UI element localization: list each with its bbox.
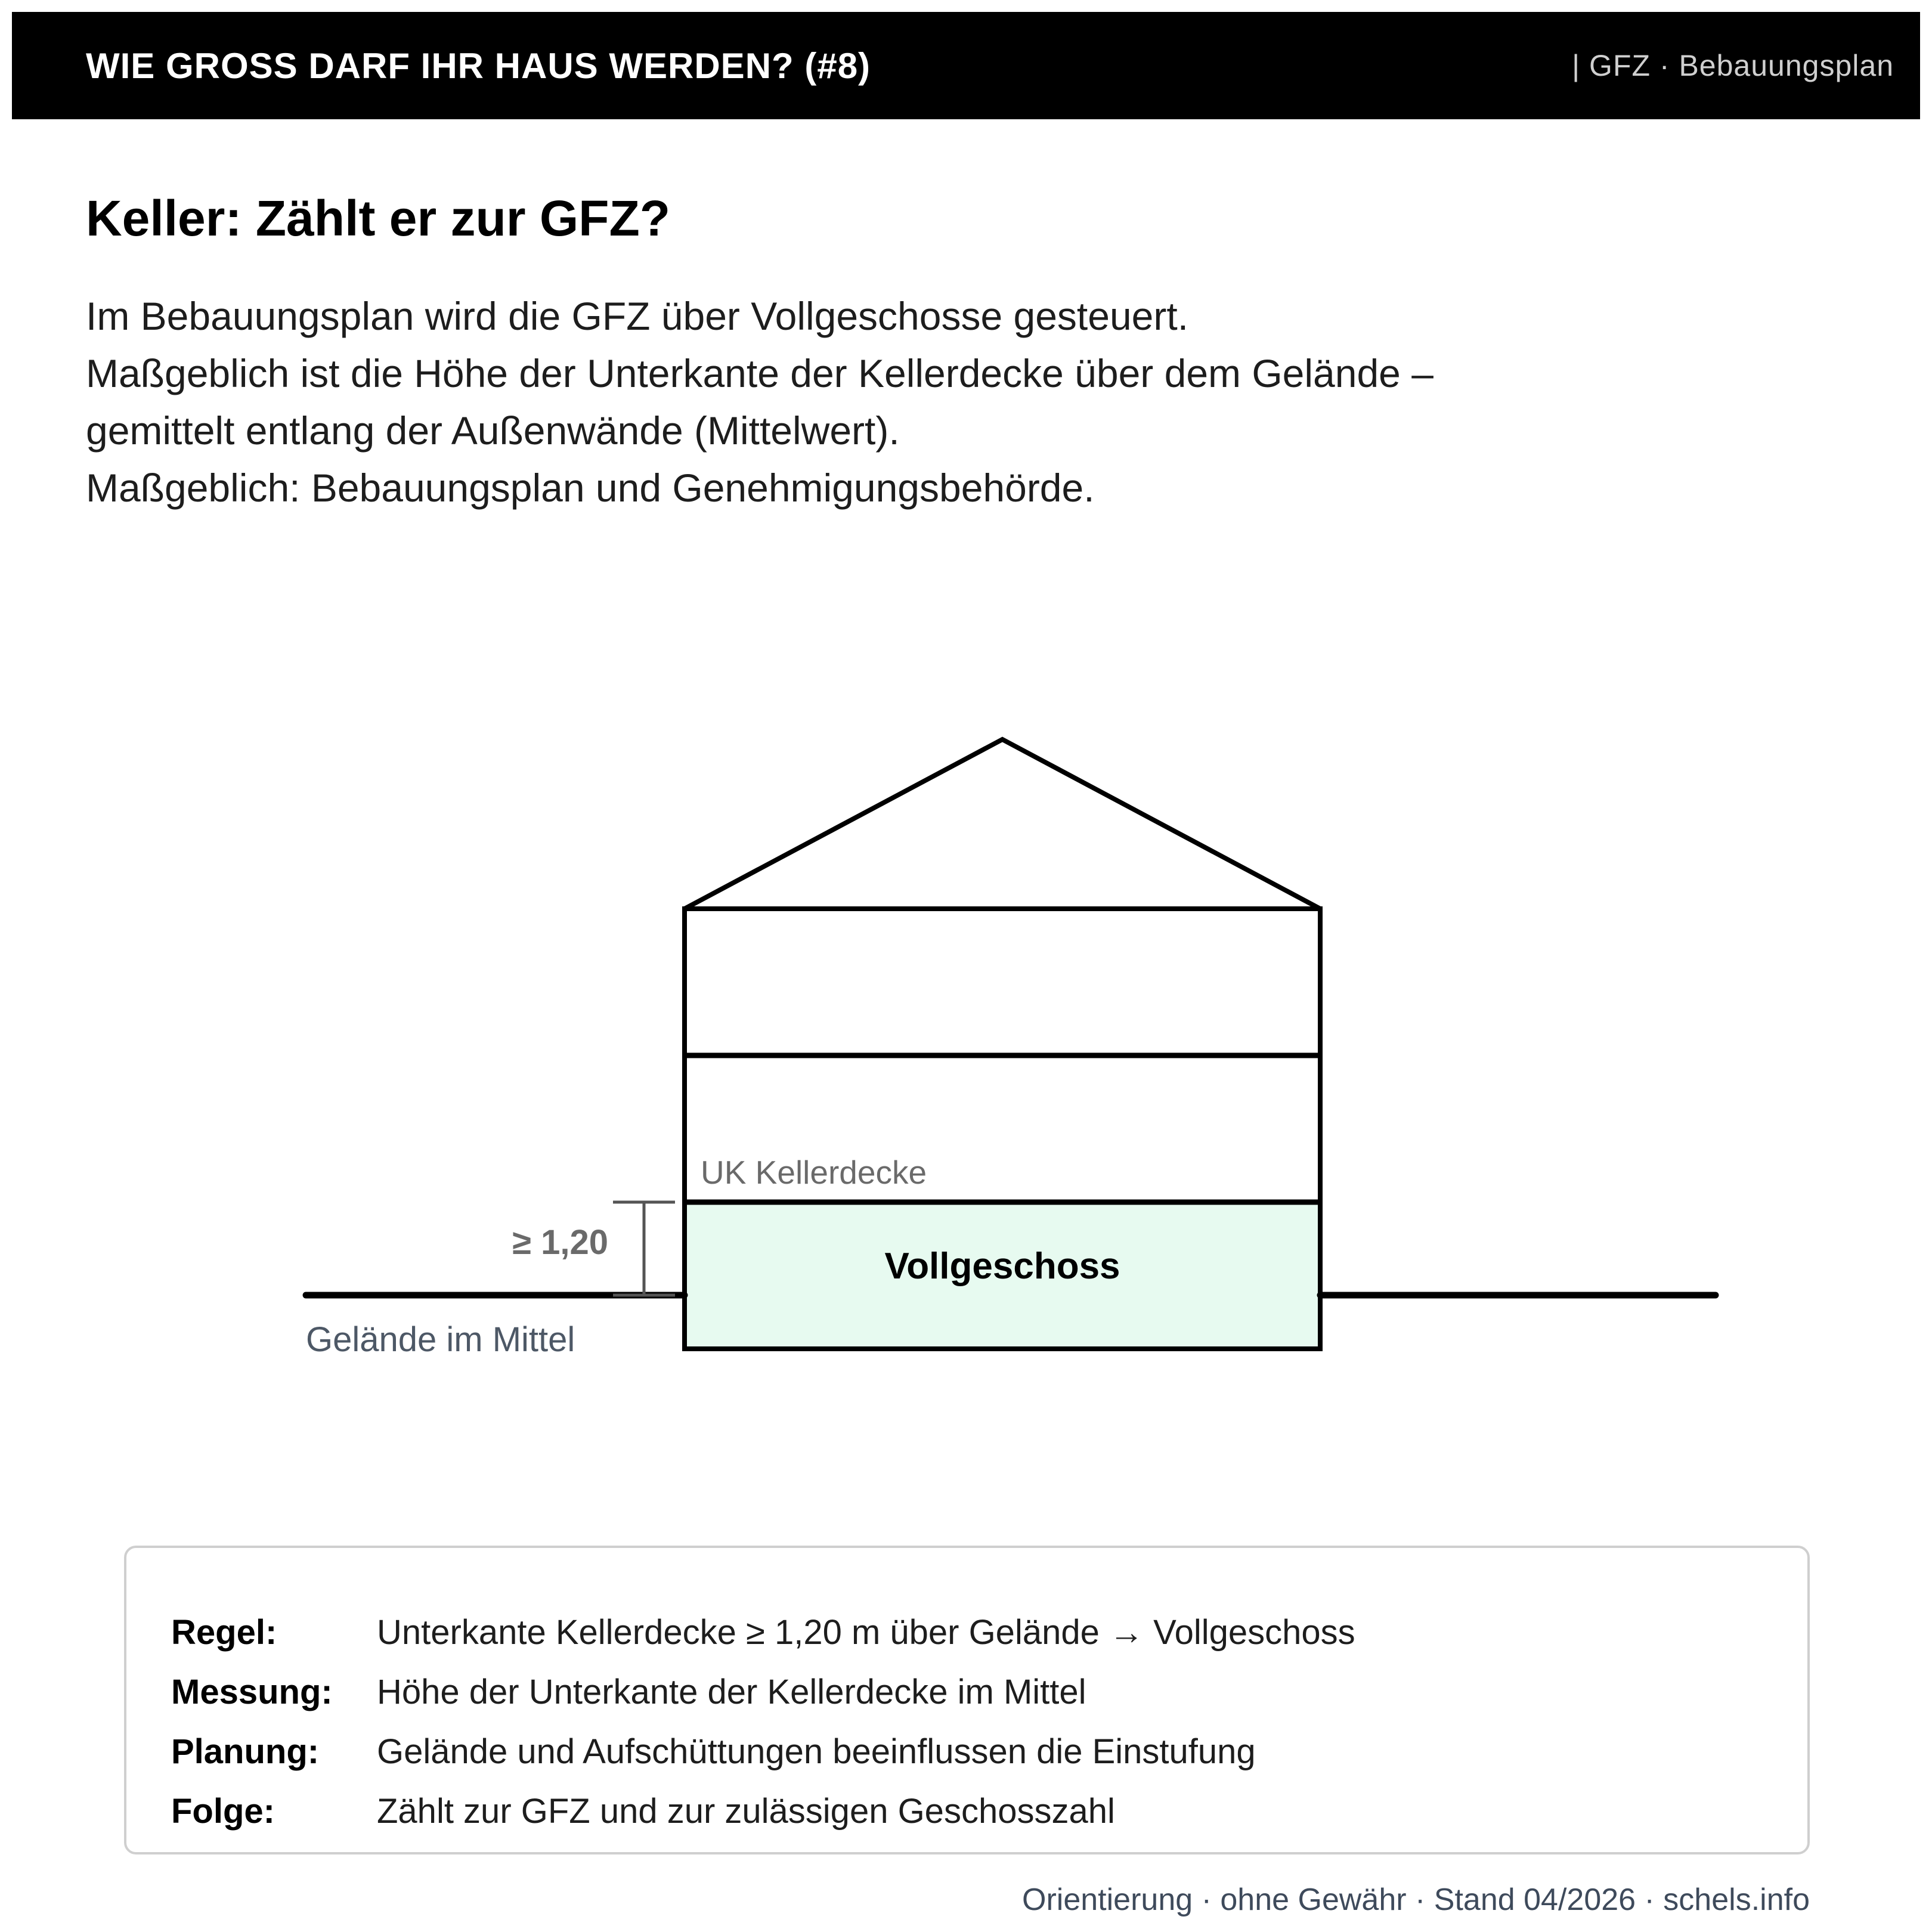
intro-paragraph <box>86 287 1696 516</box>
header-bar <box>12 12 1920 119</box>
dimension-label: ≥ 1,20 <box>512 1223 608 1262</box>
info-value-planung: Gelände und Aufschüttungen beeinflussen die Einstufung <box>377 1732 1256 1771</box>
info-row-messung <box>171 1662 1760 1722</box>
intro-line-4: Maßgeblich: Bebauungsplan und Genehmigungsbehörde. <box>86 466 1095 510</box>
info-value-messung: Höhe der Unterkante der Kellerdecke im Mittel <box>377 1673 1086 1711</box>
info-value-folge: Zählt zur GFZ und zur zulässigen Geschosszahl <box>377 1792 1115 1831</box>
intro-line-3: gemittelt entlang der Außenwände (Mittelwert). <box>86 408 900 453</box>
info-label-messung: Messung: <box>171 1673 333 1711</box>
gelaende-label: Gelände im Mittel <box>306 1320 575 1359</box>
roof-outline <box>685 739 1320 909</box>
dimension-marker <box>613 1202 675 1295</box>
info-row-regel <box>171 1603 1760 1662</box>
page-title: Keller: Zählt er zur GFZ? <box>86 190 671 246</box>
info-label-planung: Planung: <box>171 1732 320 1771</box>
info-label-folge: Folge: <box>171 1792 275 1831</box>
house-section-svg <box>0 716 1932 1395</box>
vollgeschoss-label: Vollgeschoss <box>884 1246 1120 1287</box>
info-row-planung <box>171 1722 1760 1782</box>
info-box <box>124 1546 1810 1854</box>
intro-line-2: Maßgeblich ist die Höhe der Unterkante der Kellerdecke über dem Gelände – <box>86 351 1433 395</box>
header-tag: | GFZ · Bebauungsplan <box>1572 49 1894 82</box>
footer-note: Orientierung · ohne Gewähr · Stand 04/2026 · schels.info <box>1022 1883 1810 1917</box>
house-section-diagram <box>0 716 1932 1395</box>
info-value-regel: Unterkante Kellerdecke ≥ 1,20 m über Gelände → Vollgeschoss <box>377 1613 1355 1652</box>
info-row-folge <box>171 1782 1760 1841</box>
intro-line-1: Im Bebauungsplan wird die GFZ über Vollgeschosse gesteuert. <box>86 294 1189 338</box>
uk-kellerdecke-label: UK Kellerdecke <box>701 1154 927 1191</box>
header-title: WIE GROSS DARF IHR HAUS WERDEN? (#8) <box>86 45 871 86</box>
info-label-regel: Regel: <box>171 1613 277 1652</box>
